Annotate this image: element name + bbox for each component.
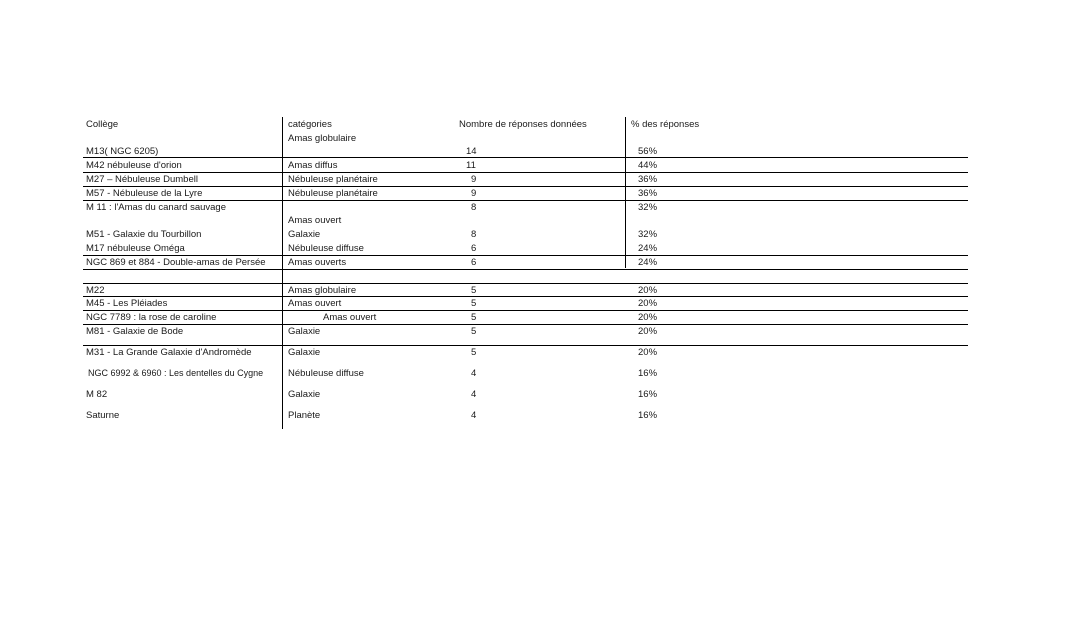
count-cell: 6 <box>471 257 477 268</box>
header-percent: % des réponses <box>631 119 700 130</box>
count-cell: 5 <box>471 326 477 337</box>
count-cell: 4 <box>471 410 477 421</box>
column-divider-1 <box>282 117 283 429</box>
percent-cell: 32% <box>638 229 658 240</box>
object-cell: M13( NGC 6205) <box>86 146 159 157</box>
object-cell: M 82 <box>86 389 108 400</box>
count-cell: 4 <box>471 389 477 400</box>
object-cell: M27 – Nébuleuse Dumbell <box>86 174 198 185</box>
category-cell: Nébuleuse diffuse <box>288 243 364 254</box>
count-cell: 5 <box>471 285 477 296</box>
header-count: Nombre de réponses données <box>459 119 587 130</box>
percent-cell: 44% <box>638 160 658 171</box>
row-divider <box>83 345 968 346</box>
count-cell: 11 <box>466 160 476 171</box>
object-cell: NGC 7789 : la rose de caroline <box>86 312 217 323</box>
object-cell: NGC 6992 & 6960 : Les dentelles du Cygne <box>88 368 264 378</box>
column-divider-2 <box>625 117 626 268</box>
category-cell: Nébuleuse planétaire <box>288 188 378 199</box>
category-cell: Planète <box>288 410 321 421</box>
percent-cell: 20% <box>638 326 658 337</box>
category-cell: Amas ouvert <box>288 215 342 226</box>
category-cell: Amas globulaire <box>288 285 357 296</box>
count-cell: 5 <box>471 298 477 309</box>
object-cell: M 11 : l'Amas du canard sauvage <box>86 202 226 213</box>
count-cell: 14 <box>466 146 477 157</box>
category-cell: Amas ouverts <box>288 257 347 268</box>
count-cell: 9 <box>471 188 477 199</box>
count-cell: 8 <box>471 229 477 240</box>
percent-cell: 16% <box>638 389 658 400</box>
category-cell: Amas diffus <box>288 160 338 171</box>
percent-cell: 16% <box>638 410 658 421</box>
percent-cell: 32% <box>638 202 658 213</box>
object-cell: NGC 869 et 884 - Double-amas de Persée <box>86 257 266 268</box>
category-cell: Amas ouvert <box>288 298 342 309</box>
row-divider <box>83 186 968 187</box>
object-cell: M17 nébuleuse Oméga <box>86 243 185 254</box>
percent-cell: 16% <box>638 368 658 379</box>
percent-cell: 20% <box>638 298 658 309</box>
category-cell: Galaxie <box>288 347 321 358</box>
row-divider <box>83 255 968 256</box>
percent-cell: 20% <box>638 285 658 296</box>
object-cell: M45 - Les Pléiades <box>86 298 168 309</box>
category-cell: Amas globulaire <box>288 133 357 144</box>
percent-cell: 20% <box>638 347 658 358</box>
category-cell: Galaxie <box>288 326 321 337</box>
count-cell: 5 <box>471 312 477 323</box>
percent-cell: 56% <box>638 146 658 157</box>
row-divider <box>83 269 968 270</box>
percent-cell: 36% <box>638 188 658 199</box>
object-cell: M81 - Galaxie de Bode <box>86 326 184 337</box>
count-cell: 5 <box>471 347 477 358</box>
object-cell: M22 <box>86 285 105 296</box>
object-cell: Saturne <box>86 410 120 421</box>
percent-cell: 24% <box>638 243 658 254</box>
count-cell: 9 <box>471 174 477 185</box>
category-cell: Nébuleuse diffuse <box>288 368 364 379</box>
percent-cell: 20% <box>638 312 658 323</box>
row-divider <box>83 324 968 325</box>
category-cell: Nébuleuse planétaire <box>288 174 378 185</box>
object-cell: M42 nébuleuse d'orion <box>86 160 182 171</box>
object-cell: M57 - Nébuleuse de la Lyre <box>86 188 203 199</box>
header-category: catégories <box>288 119 332 130</box>
row-divider <box>83 310 968 311</box>
header-college: Collège <box>86 119 119 130</box>
row-divider <box>83 283 968 284</box>
category-cell: Galaxie <box>288 389 321 400</box>
object-cell: M31 - La Grande Galaxie d'Andromède <box>86 347 252 358</box>
row-divider <box>83 157 968 158</box>
category-cell: Galaxie <box>288 229 321 240</box>
category-cell: Amas ouvert <box>323 312 377 323</box>
row-divider <box>83 296 968 297</box>
count-cell: 8 <box>471 202 477 213</box>
row-divider <box>83 200 968 201</box>
count-cell: 6 <box>471 243 477 254</box>
percent-cell: 36% <box>638 174 658 185</box>
count-cell: 4 <box>471 368 477 379</box>
percent-cell: 24% <box>638 257 658 268</box>
row-divider <box>83 172 968 173</box>
object-cell: M51 - Galaxie du Tourbillon <box>86 229 202 240</box>
